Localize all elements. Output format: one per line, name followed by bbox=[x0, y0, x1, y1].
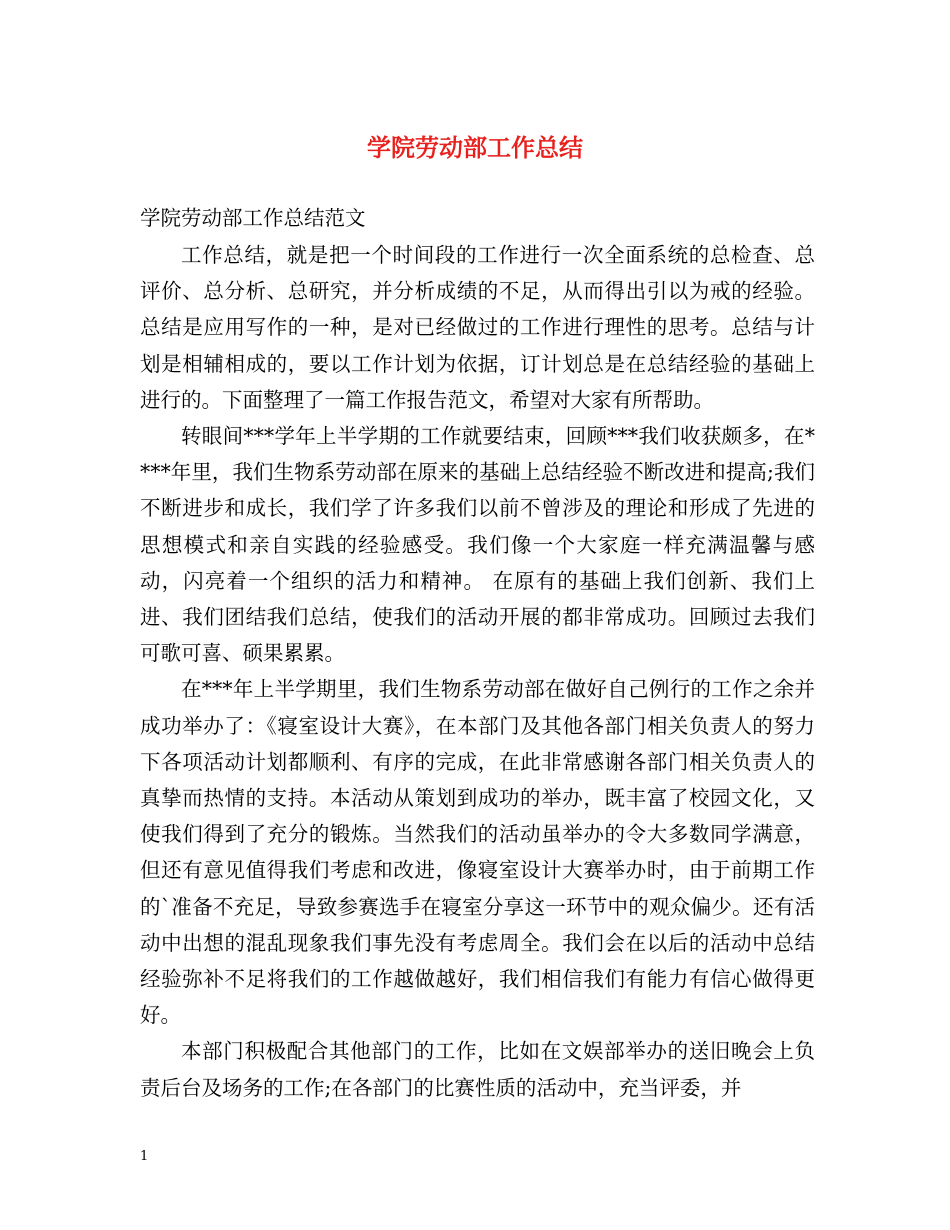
paragraph-1: 工作总结，就是把一个时间段的工作进行一次全面系统的总检查、总评价、总分析、总研究，并分析成绩的不足，从而得出引以为戒的经验。总结是应用写作的一种，是对已经做过的工作进行理性的思考。总结与计划是相辅相成的，要以工作计划为依据，订计划总是在总结经验的基础上进行的。下面整理了一篇工作报告范文，希望对大家有所帮助。 bbox=[140, 243, 815, 412]
document-body bbox=[140, 200, 815, 1106]
document-subtitle: 学院劳动部工作总结范文 bbox=[140, 206, 366, 230]
paragraph-4: 本部门积极配合其他部门的工作，比如在文娱部举办的送旧晚会上负责后台及场务的工作;在各部门的比赛性质的活动中，充当评委，并 bbox=[140, 1039, 815, 1100]
paragraph-3: 在***年上半学期里，我们生物系劳动部在做好自己例行的工作之余并成功举办了：《寝室设计大赛》，在本部门及其他各部门相关负责人的努力下各项活动计划都顺利、有序的完成，在此非常感谢各部门相关负责人的真挚而热情的支持。本活动从策划到成功的举办，既丰富了校园文化，又使我们得到了充分的锻炼。当然我们的活动虽举办的令大多数同学满意，但还有意见值得我们考虑和改进，像寝室设计大赛举办时，由于前期工作的`准备不充足，导致参赛选手在寝室分享这一环节中的观众偏少。还有活动中出想的混乱现象我们事先没有考虑周全。我们会在以后的活动中总结经验弥补不足将我们的工作越做越好，我们相信我们有能力有信心做得更好。 bbox=[140, 677, 815, 1028]
document-title: 学院劳动部工作总结 bbox=[367, 133, 583, 162]
page-number: 1 bbox=[140, 1149, 149, 1164]
paragraph-2: 转眼间***学年上半学期的工作就要结束，回顾***我们收获颇多，在****年里，我们生物系劳动部在原来的基础上总结经验不断改进和提高;我们不断进步和成长，我们学了许多我们以前不曾涉及的理论和形成了先进的思想模式和亲自实践的经验感受。我们像一个大家庭一样充满温馨与感动，闪亮着一个组织的活力和精神。 在原有的基础上我们创新、我们上进、我们团结我们总结，使我们的活动开展的都非常成功。回顾过去我们可歌可喜、硕果累累。 bbox=[140, 424, 815, 666]
